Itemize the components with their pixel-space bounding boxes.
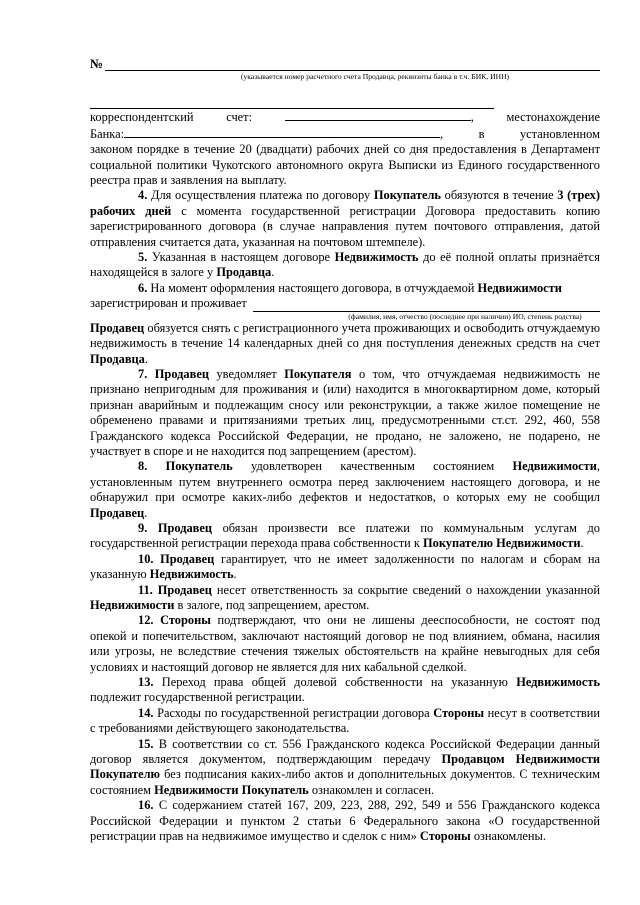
clause-7: 7. Продавец уведомляет Покупателя о том, что отчуждаемая недвижимость не признано непригодным для проживания и (или) находится в многоквартирном доме, который признан аварийным и подлежащим сносу или реконструкции, а также жилое помещение не обременено правами и притязаниями третьих лиц, предусмотренными ст.ст. 292, 460, 558 Гражданского кодекса Российской Федерации, не продано, не заложено, не подарено, не участвует в споре и не находится под запрещением (арестом). bbox=[90, 366, 600, 458]
clause-12: 12. Стороны подтверждают, что они не лишены дееспособности, не состоят под опекой и попечительством, заключают настоящий договор не под влиянием, обмана, насилия или угрозы, не вследствие стечения тяжелых обстоятельств на крайне невыгодных для себя условиях и настоящий договор не является для них кабальной сделкой. bbox=[90, 613, 601, 674]
clause-10: 10. Продавец гарантирует, что не имеет задолженности по налогам и сборам на указанную Недвижимость. bbox=[90, 551, 600, 582]
clause-6-cont: Продавец обязуется снять с регистрационного учета проживающих и освободить отчуждаемую недвижимость в течение 14 календарных дней со дня поступления денежных средств на счет Продавца. bbox=[90, 320, 600, 366]
location-word: местонахождение bbox=[506, 110, 600, 125]
clause-14: 14. Расходы по государственной регистрации договора Стороны несут в соответствии с требованиями действующего законодательства. bbox=[90, 705, 600, 736]
clause-15: 15. В соответствии со ст. 556 Гражданского кодекса Российской Федерации данный договор является документом, подтверждающим передачу Продавцом Недвижимости Покупателю без подписания каких-либо актов и дополнительных документов. С техническим состоянием Недвижимости Покупатель ознакомлен и согласен. bbox=[90, 736, 600, 797]
bank-location-line bbox=[124, 126, 440, 138]
clause-13: 13. Переход права общей долевой собственности на указанную Недвижимость подлежит государственной регистрации. bbox=[90, 675, 600, 705]
clause-8: 8. Покупатель удовлетворен качественным состоянием Недвижимости, установленным путем внутреннего осмотра перед заключением настоящего договора, и не обнаружил при осмотре каких-либо дефектов и недостатков, о которых ему не сообщил Продавец. bbox=[90, 459, 600, 520]
in-word: в bbox=[478, 126, 485, 141]
resident-hint: (фамилия, имя, отчество (последнее при наличии) ИО, степень родства) bbox=[348, 311, 582, 321]
bank-word: Банка: bbox=[90, 126, 125, 141]
corr-account-word: корреспондентский bbox=[90, 110, 194, 125]
account-word: счет: bbox=[226, 110, 253, 125]
document-page bbox=[90, 56, 600, 845]
clause-11: 11. Продавец несет ответственность за сокрытие сведений о нахождении указанной Недвижимости в залоге, под запрещением, арестом. bbox=[90, 582, 600, 612]
resident-line bbox=[253, 300, 600, 312]
blank-line bbox=[90, 97, 494, 109]
established-word: установленном bbox=[519, 126, 600, 141]
account-number-line bbox=[105, 59, 600, 71]
comma: , bbox=[440, 126, 444, 141]
bank-rest-text: законом порядке в течение 20 (двадцати) рабочих дней со дня предоставления в Департамент социальной политики Чукотского автономного округа Выписки из Единого государственного реестра прав и заявления на выплату. bbox=[90, 142, 600, 188]
corr-account-row bbox=[90, 109, 600, 125]
number-sign: № bbox=[90, 56, 104, 71]
clause-16: 16. С содержанием статей 167, 209, 223, 288, 292, 549 и 556 Гражданского кодекса Российской Федерации и пунктом 2 статьи 6 Федерального закона «О государственной регистрации прав на недвижимое имущество и сделок с ним» Стороны ознакомлены. bbox=[90, 798, 600, 844]
corr-account-line bbox=[285, 109, 471, 121]
account-number-row bbox=[90, 56, 600, 71]
resident-label: зарегистрирован и проживает bbox=[90, 296, 247, 311]
comma: , bbox=[470, 110, 474, 125]
account-hint: (указывается номер расчетного счета Продавца, реквизиты банка в т.ч. БИК, ИНН) bbox=[240, 72, 510, 82]
clause-9: 9. Продавец обязан произвести все платежи по коммунальным услугам до государственной регистрации перехода права собственности к Покупателю Недвижимости. bbox=[90, 520, 600, 551]
clause-5: 5. Указанная в настоящем договоре Недвижимость до её полной оплаты признаётся находящейся в залоге у Продавца. bbox=[90, 250, 600, 280]
bank-location-row bbox=[90, 126, 600, 142]
clause-4: 4. Для осуществления платежа по договору Покупатель обязуются в течение 3 (трех) рабочих дней с момента государственной регистрации Договора предоставить копию зарегистрированного договора (в случае направления путем почтового отправления, датой отправления считается дата, указанная на почтовом штемпеле). bbox=[90, 188, 600, 249]
resident-row bbox=[90, 296, 600, 311]
clause-6: 6. На момент оформления настоящего договора, в отчуждаемой Недвижимости bbox=[138, 280, 562, 295]
